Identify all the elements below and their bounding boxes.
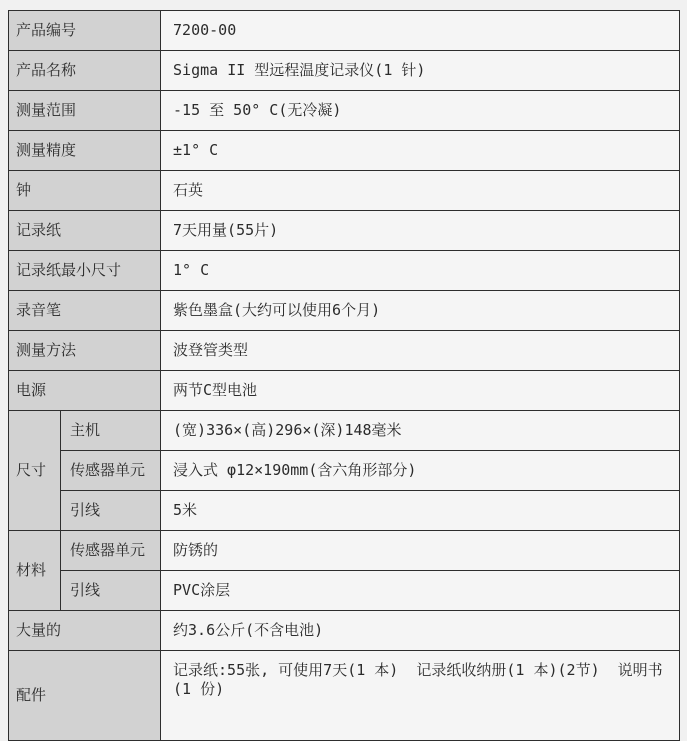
spec-group-cell: 材料 [9, 531, 61, 611]
table-row [9, 491, 680, 531]
spec-group-cell: 尺寸 [9, 411, 61, 531]
table-row [9, 611, 680, 651]
spec-label-cell: 录音笔 [9, 291, 161, 331]
spec-value-cell: 波登管类型 [161, 331, 680, 371]
table-row [9, 451, 680, 491]
spec-value-cell: 1° C [161, 251, 680, 291]
spec-label-cell: 测量方法 [9, 331, 161, 371]
spec-value-cell: 浸入式 φ12×190mm(含六角形部分) [161, 451, 680, 491]
table-row [9, 411, 680, 451]
table-row [9, 11, 680, 51]
table-row [9, 171, 680, 211]
spec-sublabel-cell: 引线 [61, 571, 161, 611]
spec-value-cell: 7200-00 [161, 11, 680, 51]
product-spec-table [8, 10, 680, 741]
spec-value-cell: 5米 [161, 491, 680, 531]
spec-value-cell: 约3.6公斤(不含电池) [161, 611, 680, 651]
spec-value-cell: 紫色墨盒(大约可以使用6个月) [161, 291, 680, 331]
spec-sublabel-cell: 引线 [61, 491, 161, 531]
table-row [9, 571, 680, 611]
spec-label-cell: 产品编号 [9, 11, 161, 51]
table-row [9, 211, 680, 251]
spec-label-cell: 钟 [9, 171, 161, 211]
spec-label-cell: 产品名称 [9, 51, 161, 91]
spec-value-cell: PVC涂层 [161, 571, 680, 611]
table-row [9, 51, 680, 91]
spec-value-cell: -15 至 50° C(无冷凝) [161, 91, 680, 131]
spec-value-cell: 记录纸:55张, 可使用7天(1 本) 记录纸收纳册(1 本)(2节) 说明书(1 份) [161, 651, 680, 741]
table-row [9, 131, 680, 171]
table-row [9, 91, 680, 131]
table-row [9, 331, 680, 371]
table-row [9, 531, 680, 571]
spec-value-cell: Sigma II 型远程温度记录仪(1 针) [161, 51, 680, 91]
spec-table-container [8, 10, 680, 741]
spec-value-cell: 防锈的 [161, 531, 680, 571]
spec-sublabel-cell: 主机 [61, 411, 161, 451]
spec-sublabel-cell: 传感器单元 [61, 451, 161, 491]
spec-value-cell: 7天用量(55片) [161, 211, 680, 251]
spec-label-cell: 记录纸 [9, 211, 161, 251]
spec-label-cell: 配件 [9, 651, 161, 741]
spec-value-cell: ±1° C [161, 131, 680, 171]
spec-label-cell: 电源 [9, 371, 161, 411]
table-row [9, 651, 680, 741]
spec-value-cell: 石英 [161, 171, 680, 211]
spec-label-cell: 大量的 [9, 611, 161, 651]
table-row [9, 371, 680, 411]
spec-label-cell: 记录纸最小尺寸 [9, 251, 161, 291]
spec-value-cell: 两节C型电池 [161, 371, 680, 411]
spec-label-cell: 测量精度 [9, 131, 161, 171]
spec-value-cell: (宽)336×(高)296×(深)148毫米 [161, 411, 680, 451]
table-row [9, 291, 680, 331]
spec-label-cell: 测量范围 [9, 91, 161, 131]
spec-sublabel-cell: 传感器单元 [61, 531, 161, 571]
table-row [9, 251, 680, 291]
